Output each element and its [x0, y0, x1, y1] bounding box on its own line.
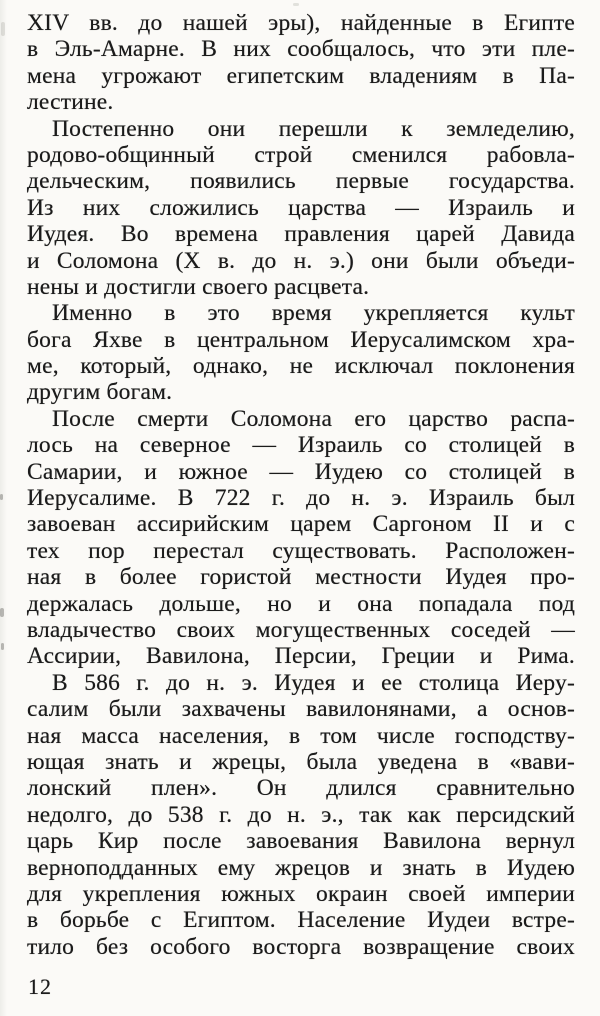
text-line: Самарии, и южное — Иудею со столицей в: [27, 458, 575, 485]
text-line: царь Кир после завоевания Вавилона вернул: [27, 828, 575, 855]
text-line: Иерусалиме. В 722 г. до н. э. Израиль был: [27, 485, 575, 512]
text-line: XIV вв. до нашей эры), найденные в Египте: [27, 10, 575, 36]
text-line: в борьбе с Египтом. Население Иудеи встре-: [27, 907, 575, 934]
text-line: После смерти Соломона его царство распа-: [52, 405, 575, 432]
text-line: ме, который, однако, не исключал поклонения: [27, 353, 575, 380]
text-line: Постепенно они перешли к земледелию,: [52, 115, 575, 142]
scan-speck: [293, 3, 299, 6]
body-text: [27, 10, 575, 960]
text-line: Иудея. Во времена правления царей Давида: [27, 221, 575, 248]
text-line: салим были захвачены вавилонянами, а основ-: [27, 696, 575, 723]
text-line: в Эль-Амарне. В них сообщалось, что эти пле-: [27, 36, 575, 63]
text-line: для укрепления южных окраин своей империи: [27, 880, 575, 907]
text-line: Ассирии, Вавилона, Персии, Греции и Рима.: [27, 643, 575, 670]
text-line: другим богам.: [27, 379, 173, 406]
text-line: верноподданных ему жрецов и знать в Иудею: [27, 854, 575, 881]
page-number: 12: [28, 974, 52, 999]
text-line: владычество своих могущественных соседей —: [27, 616, 575, 643]
text-line: ная в более гористой местности Иудея про-: [27, 564, 575, 591]
text-line: лестине.: [27, 89, 114, 116]
text-line: Из них сложились царства — Израиль и: [27, 194, 575, 221]
text-line: ющая знать и жрецы, была уведена в «вави-: [27, 748, 575, 775]
text-line: В 586 г. до н. э. Иудея и ее столица Иеру-: [52, 669, 575, 696]
scan-edge-shade: [0, 0, 7, 1016]
text-line: ная масса населения, в том числе господству-: [27, 722, 575, 749]
text-line: завоеван ассирийским царем Саргоном II и с: [27, 511, 575, 538]
text-line: держалась дольше, но и она попадала под: [27, 590, 575, 617]
text-line: и Соломона (X в. до н. э.) они были объеди-: [27, 247, 575, 274]
scan-speck: [1, 22, 5, 36]
scan-speck: [1, 643, 4, 650]
text-line: лось на северное — Израиль со столицей в: [27, 432, 575, 459]
text-line: бога Яхве в центральном Иерусалимском хра-: [27, 326, 575, 353]
text-line: родово-общинный строй сменился рабовла-: [27, 141, 575, 168]
text-line: мена угрожают египетским владениям в Па-: [27, 62, 575, 89]
text-line: нены и достигли своего расцвета.: [27, 273, 370, 300]
text-line: недолго, до 538 г. до н. э., так как персидский: [27, 801, 575, 828]
text-line: тило без особого восторга возвращение своих: [27, 933, 575, 960]
text-line: дельческим, появились первые государства.: [27, 168, 575, 195]
scan-speck: [0, 608, 4, 617]
text-line: лонский плен». Он длился сравнительно: [27, 775, 575, 802]
text-line: тех пор перестал существовать. Расположен-: [27, 537, 575, 564]
scan-speck: [0, 494, 3, 500]
text-line: Именно в это время укрепляется культ: [52, 300, 575, 327]
